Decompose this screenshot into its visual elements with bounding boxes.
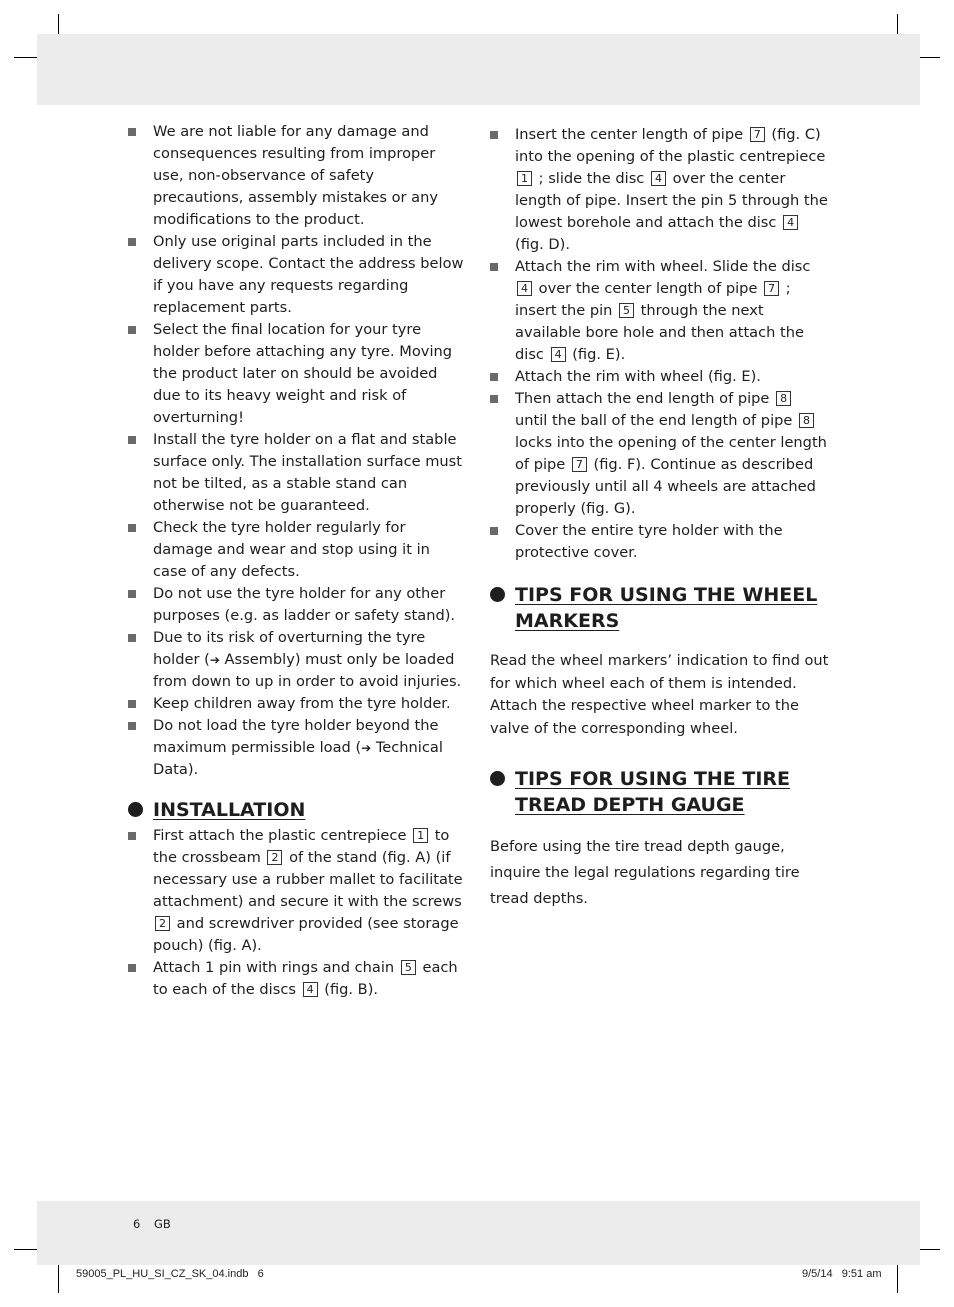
crop-mark [897,1261,898,1293]
list-item [128,517,466,583]
part-number-badge: 4 [651,171,666,186]
list-item [128,825,466,957]
bullet-square-icon [128,128,136,136]
list-item-text: ; slide the disc [534,170,649,187]
list-item-text: Keep children away from the tyre holder. [153,695,451,712]
list-item-text: Assembly) must only be loaded from down to up in order to avoid injuries. [153,651,462,690]
arrow-right-icon: ➔ [361,741,372,755]
list-item [128,429,466,517]
section-title: TIPS FOR USING THE TIRE TREAD DEPTH GAUGE [515,768,791,816]
part-number-badge: 4 [303,982,318,997]
assembly-steps-list [490,124,830,564]
section-title: INSTALLATION [153,799,306,821]
part-number-badge: 2 [267,850,282,865]
list-item-text: Only use original parts included in the delivery scope. Contact the address below if you have any requests regarding replacement parts. [153,233,464,316]
bullet-square-icon [128,964,136,972]
part-number-badge: 8 [799,413,814,428]
list-item-text: Technical Data). [153,739,443,778]
installation-list [128,825,466,1001]
bullet-square-icon [128,238,136,246]
list-item-text: over the center length of pipe. Insert the pin 5 through the lowest borehole and attach the disc [515,170,828,231]
header-band [37,34,920,105]
list-item-text: to the crossbeam [153,827,450,866]
bullet-square-icon [128,326,136,334]
list-item-text: Install the tyre holder on a flat and stable surface only. The installation surface must not be tilted, as a stable stand can otherwise not be guaranteed. [153,431,463,514]
list-item [128,957,466,1001]
list-item [128,583,466,627]
list-item [490,388,830,520]
crop-mark [58,1261,59,1293]
print-timestamp: 9/5/14 9:51 am [802,1268,882,1280]
list-item-text: through the next available bore hole and then attach the disc [515,302,804,363]
part-number-badge: 7 [750,127,765,142]
list-item-text: Do not load the tyre holder beyond the maximum permissible load ( [153,717,439,756]
page-footer [133,1217,181,1231]
list-item-text: Due to its risk of overturning the tyre holder ( [153,629,426,668]
part-number-badge: 4 [517,281,532,296]
bullet-square-icon [128,590,136,598]
list-item-text: Do not use the tyre holder for any other purposes (e.g. as ladder or safety stand). [153,585,456,624]
list-item-text: We are not liable for any damage and consequences resulting from improper use, non-observance of safety precautions, assembly mistakes or any modifications to the product. [153,123,438,228]
section-dot-icon [490,587,505,602]
list-item-text: Attach the rim with wheel. Slide the disc [515,258,811,275]
bullet-square-icon [128,700,136,708]
bullet-square-icon [128,524,136,532]
list-item-text: until the ball of the end length of pipe [515,412,797,429]
list-item-text: ; insert the pin [515,280,791,319]
part-number-badge: 7 [764,281,779,296]
list-item [490,366,830,388]
safety-list [128,121,466,781]
list-item [490,256,830,366]
section-dot-icon [490,771,505,786]
wheel-markers-paragraph: Read the wheel markers’ indication to find out for which wheel each of them is intended. Attach the respective wheel marker to the valve of the corresponding wheel. [490,652,829,737]
tread-depth-heading [490,766,830,818]
list-item [128,319,466,429]
list-item-text: Insert the center length of pipe [515,126,748,143]
part-number-badge: 1 [517,171,532,186]
bullet-square-icon [128,436,136,444]
part-number-badge: 4 [783,215,798,230]
list-item-text: First attach the plastic centrepiece [153,827,412,844]
bullet-square-icon [490,373,498,381]
list-item-text: (fig. F). Continue as described previously until all 4 wheels are attached properly (fig. G). [515,456,816,517]
part-number-badge: 5 [401,960,416,975]
part-number-badge: 8 [776,391,791,406]
section-dot-icon [128,802,143,817]
bullet-square-icon [128,634,136,642]
list-item-text: Then attach the end length of pipe [515,390,775,407]
list-item-text: (fig. D). [515,236,570,253]
list-item [128,121,466,231]
footer-band [37,1201,920,1265]
bullet-square-icon [490,395,498,403]
list-item-text: (fig. C) into the opening of the plastic centrepiece [515,126,826,165]
tread-depth-paragraph: Before using the tire tread depth gauge, inquire the legal regulations regarding tire tread depths. [490,838,800,907]
right-column [490,124,830,912]
bullet-square-icon [490,131,498,139]
list-item-text: locks into the opening of the center length of pipe [515,434,827,473]
list-item-text: of the stand (fig. A) (if necessary use a rubber mallet to facilitate attachment) and secure it with the screws [153,849,463,910]
list-item-text: each to each of the discs [153,959,458,998]
list-item [490,124,830,256]
page-number: 6 [133,1217,141,1231]
list-item-text: Attach the rim with wheel (fig. E). [515,368,761,385]
wheel-markers-heading [490,582,830,634]
part-number-badge: 7 [572,457,587,472]
list-item [128,715,466,781]
bullet-square-icon [128,832,136,840]
bullet-square-icon [490,527,498,535]
list-item [128,693,466,715]
list-item-text: (fig. E). [567,346,626,363]
part-number-badge: 4 [551,347,566,362]
list-item-text: Attach 1 pin with rings and chain [153,959,399,976]
bullet-square-icon [128,722,136,730]
part-number-badge: 5 [619,303,634,318]
left-column [128,121,466,1001]
part-number-badge: 2 [155,916,170,931]
list-item-text: over the center length of pipe [534,280,763,297]
list-item-text: Cover the entire tyre holder with the protective cover. [515,522,783,561]
list-item-text: Check the tyre holder regularly for damage and wear and stop using it in case of any defects. [153,519,430,580]
file-slug: 59005_PL_HU_SI_CZ_SK_04.indb 6 [76,1268,264,1280]
bullet-square-icon [490,263,498,271]
language-code: GB [153,1217,171,1231]
installation-heading [128,797,466,823]
list-item [490,520,830,564]
list-item [128,627,466,693]
list-item-text: Select the final location for your tyre holder before attaching any tyre. Moving the product later on should be avoided due to its heavy weight and risk of overturning! [153,321,453,426]
arrow-right-icon: ➔ [209,653,220,667]
part-number-badge: 1 [413,828,428,843]
section-title: TIPS FOR USING THE WHEEL MARKERS [515,584,818,632]
list-item-text: and screwdriver provided (see storage pouch) (fig. A). [153,915,459,954]
list-item [128,231,466,319]
list-item-text: (fig. B). [319,981,379,998]
